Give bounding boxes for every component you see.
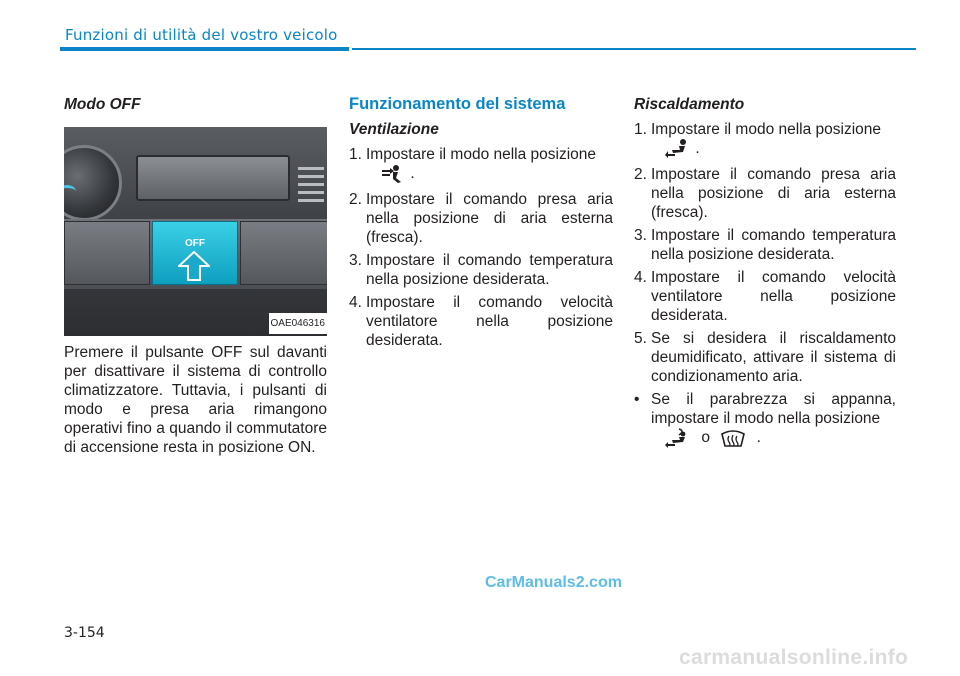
column-modo-off bbox=[64, 95, 327, 457]
list-item: 4. Impostare il comando velocità ventilatore nella posizione desiderata. bbox=[349, 294, 613, 349]
heading-funzionamento: Funzionamento del sistema bbox=[349, 95, 566, 113]
vent-grille bbox=[298, 167, 324, 211]
column-riscaldamento bbox=[634, 95, 896, 454]
photo-code: OAE046316 bbox=[269, 313, 328, 334]
list-item: 3. Impostare il comando temperatura nella posizione desiderata. bbox=[349, 252, 613, 288]
list-item: 3. Impostare il comando temperatura nella posizione desiderata. bbox=[634, 227, 896, 263]
ventilazione-steps bbox=[349, 145, 613, 350]
modo-off-paragraph: Premere il pulsante OFF sul davanti per disattivare il sistema di controllo climatizzatore. Tuttavia, i pulsanti di modo e presa aria rimangono operativi fino a quando il commutatore di accensione resta in posizione ON. bbox=[64, 344, 327, 456]
display-slot bbox=[136, 155, 290, 201]
list-item: 1. Impostare il modo nella posizione . bbox=[349, 146, 597, 183]
list-item: 5. Se si desidera il riscaldamento deumidificato, attivare il sistema di condizionamento aria. bbox=[634, 330, 896, 385]
arrow-up-icon bbox=[178, 251, 210, 281]
list-item: 4. Impostare il comando velocità ventilatore nella posizione desiderata. bbox=[634, 269, 896, 324]
left-button bbox=[64, 221, 150, 285]
heading-ventilazione: Ventilazione bbox=[349, 121, 439, 138]
defrost-windshield-icon bbox=[720, 428, 746, 448]
list-item: • Se il parabrezza si appanna, impostare il modo nella posizione o . bbox=[634, 391, 896, 447]
column-funzionamento bbox=[349, 95, 613, 354]
heading-modo-off: Modo OFF bbox=[64, 96, 141, 113]
right-button bbox=[240, 221, 327, 285]
header-rule-thick bbox=[60, 47, 349, 51]
watermark-carmanuals2: CarManuals2.com bbox=[485, 574, 622, 591]
header-rule-thin bbox=[352, 48, 916, 50]
watermark-carmanualsonline: carmanualsonline.info bbox=[679, 646, 909, 669]
section-title: Funzioni di utilità del vostro veicolo bbox=[65, 26, 338, 44]
climate-panel-photo bbox=[64, 127, 327, 336]
page-number: 3-154 bbox=[64, 625, 105, 641]
list-item: 2. Impostare il comando presa aria nella posizione di aria esterna (fresca). bbox=[349, 191, 613, 246]
off-button-label: OFF bbox=[185, 238, 205, 249]
riscaldamento-steps bbox=[634, 120, 896, 450]
floor-defrost-mode-icon bbox=[665, 428, 691, 448]
heading-riscaldamento: Riscaldamento bbox=[634, 96, 745, 113]
list-item: 1. Impostare il modo nella posizione . bbox=[634, 121, 882, 158]
face-vent-mode-icon bbox=[380, 164, 406, 184]
list-item: 2. Impostare il comando presa aria nella posizione di aria esterna (fresca). bbox=[634, 166, 896, 221]
floor-vent-mode-icon bbox=[665, 139, 691, 159]
control-knob bbox=[64, 145, 122, 221]
